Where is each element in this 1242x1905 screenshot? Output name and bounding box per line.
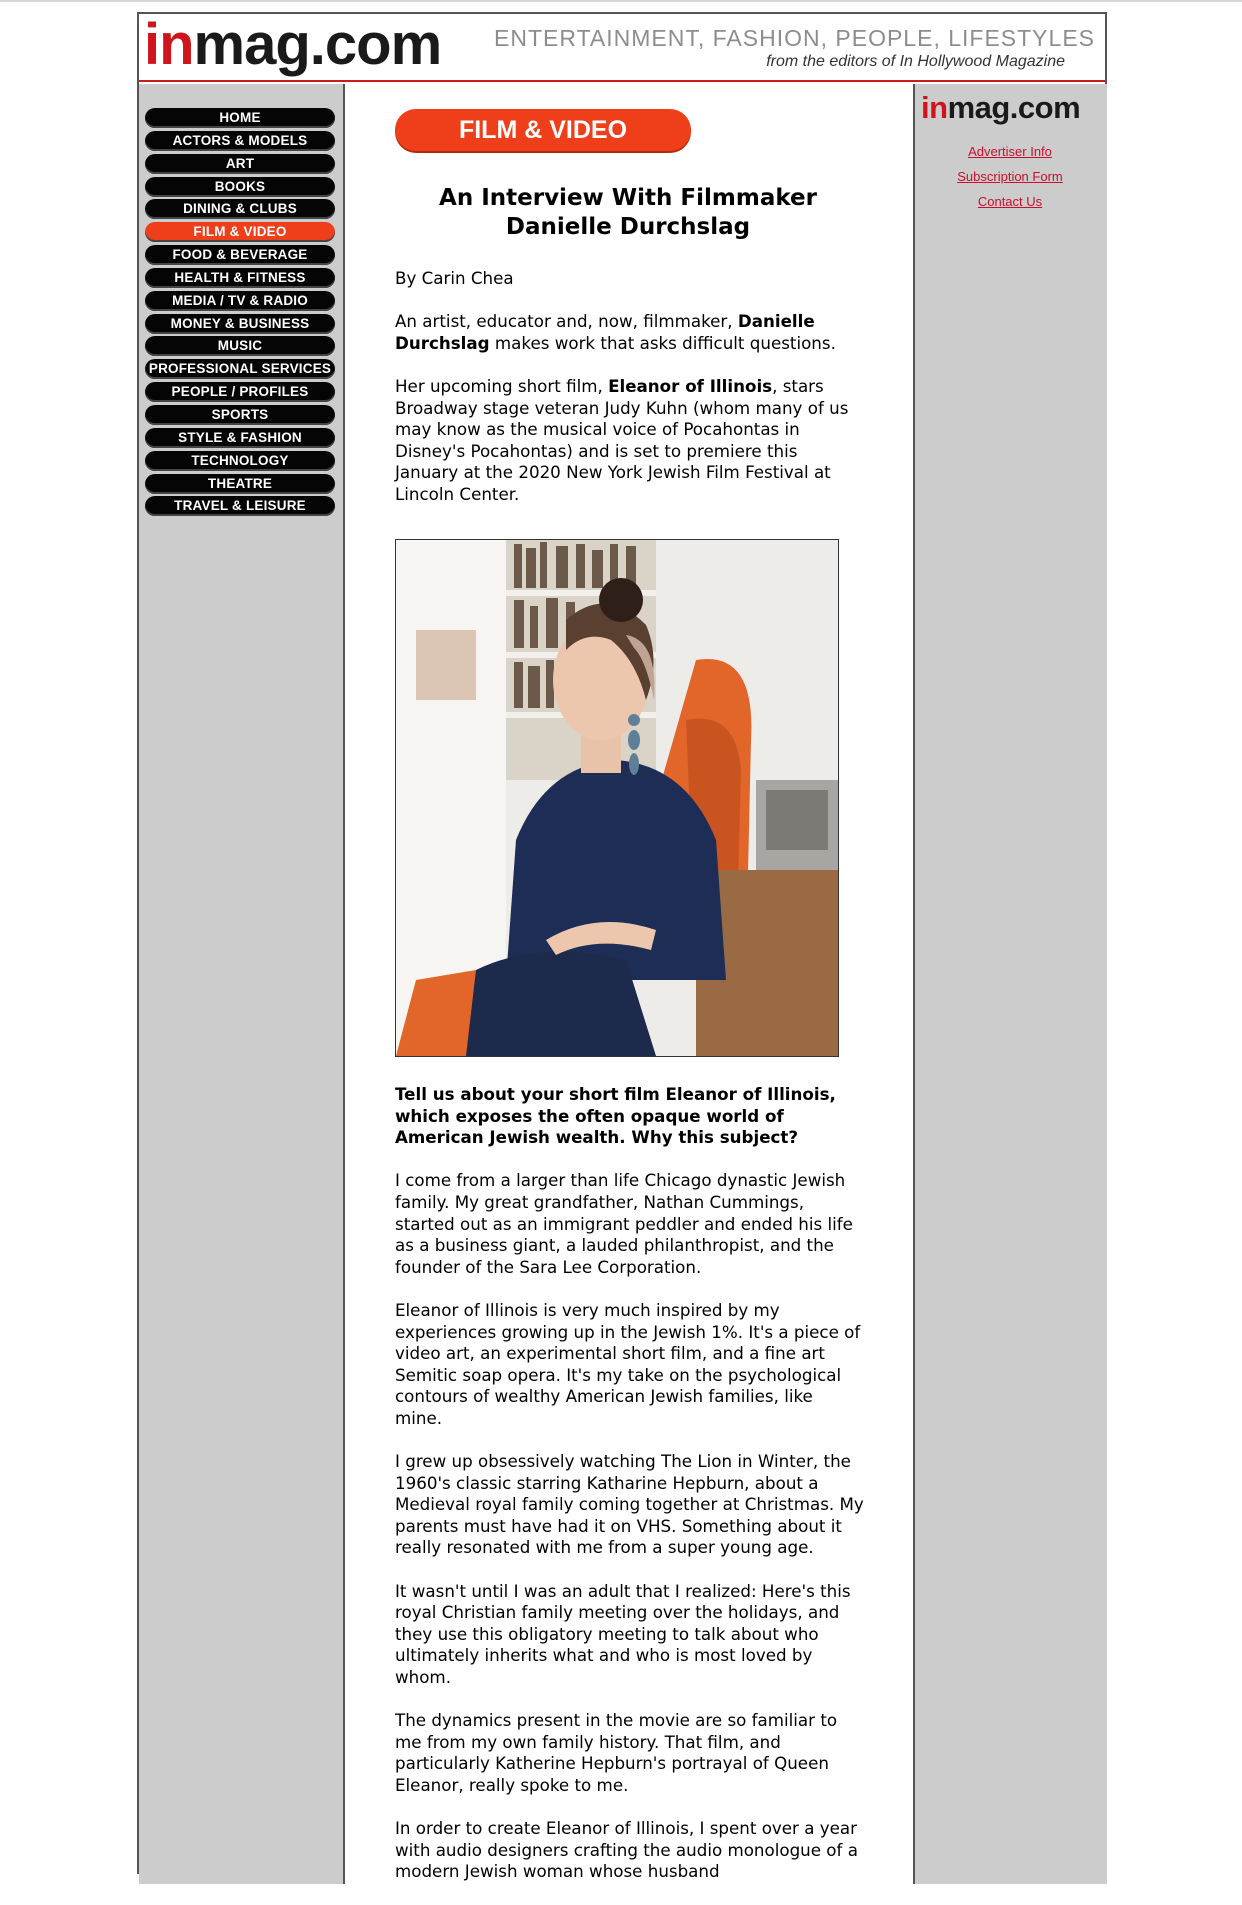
nav-item-style-fashion[interactable]: STYLE & FASHION <box>145 428 335 448</box>
nav-item-professional-services[interactable]: PROFESSIONAL SERVICES <box>145 359 335 379</box>
intro-name: Danielle Durchslag <box>395 311 815 353</box>
nav-item-actors-models[interactable]: ACTORS & MODELS <box>145 131 335 151</box>
film-title: Eleanor of Illinois <box>608 375 773 396</box>
answer-paragraph: In order to create Eleanor of Illinois, I spent over a year with audio designers crafting the audio monologue of a modern Jewish woman whose husband <box>395 1818 858 1882</box>
nav-item-film-video[interactable]: FILM & VIDEO <box>145 222 335 242</box>
article-body <box>395 1084 865 1905</box>
article-title <box>395 184 861 242</box>
site-header <box>139 14 1105 82</box>
answer-paragraph: I come from a larger than life Chicago dynastic Jewish family. My great grandfather, Nathan Cummings, started out as an immigrant peddler and ended his life as a business giant, a lauded philanthropist, and the founder of the Sara Lee Corporation. <box>395 1170 853 1277</box>
nav-item-people-profiles[interactable]: PEOPLE / PROFILES <box>145 382 335 402</box>
top-border <box>0 0 1242 2</box>
page-frame <box>137 12 1107 1882</box>
nav-item-dining-clubs[interactable]: DINING & CLUBS <box>145 199 335 219</box>
answers <box>395 1170 865 1883</box>
answer-paragraph: Eleanor of Illinois is very much inspired by my experiences growing up in the Jewish 1%. It's a piece of video art, an experimental short film, and a fine art Semitic soap opera. It's my take on the psychological contours of wealthy American Jewish families, like mine. <box>395 1299 861 1428</box>
intro-text-2: makes work that asks difficult questions. <box>489 332 836 353</box>
nav-item-art[interactable]: ART <box>145 154 335 174</box>
nav-item-travel-leisure[interactable]: TRAVEL & LEISURE <box>145 496 335 516</box>
logo-rest: mag.com <box>193 12 442 77</box>
film-text-1: Her upcoming short film, <box>395 375 609 396</box>
right-sidebar <box>913 84 1107 1884</box>
sidebar-logo[interactable] <box>921 88 1080 128</box>
section-badge: FILM & VIDEO <box>395 109 691 151</box>
nav-item-music[interactable]: MUSIC <box>145 336 335 356</box>
answer-paragraph: It wasn't until I was an adult that I realized: Here's this royal Christian family meeting over the holidays, and they use this obligatory meeting to talk about who ultimately inherits what and who is most loved by whom. <box>395 1580 851 1688</box>
sidebar-links <box>915 139 1105 214</box>
tagline: ENTERTAINMENT, FASHION, PEOPLE, LIFESTYLES <box>494 25 1095 51</box>
sidebar-logo-in: in <box>921 90 948 125</box>
nav-item-theatre[interactable]: THEATRE <box>145 474 335 494</box>
intro-text-1: An artist, educator and, now, filmmaker, <box>395 311 738 332</box>
nav-item-books[interactable]: BOOKS <box>145 177 335 197</box>
nav-item-technology[interactable]: TECHNOLOGY <box>145 451 335 471</box>
left-sidebar <box>139 84 345 1884</box>
film-text-2: , stars Broadway stage veteran Judy Kuhn (whom many of us may know as the musical voice of Pocahontas in Disney's Pocahontas) and is set to premiere this January at the 2020 New York Jewish Film Festival at Lincoln Center. <box>395 375 849 504</box>
answer-paragraph: The dynamics present in the movie are so familiar to me from my own family history. That film, and particularly Katherine Hepburn's portrayal of Queen Eleanor, really spoke to me. <box>395 1710 838 1795</box>
portrait-photo <box>395 539 839 1057</box>
article-title-line2: Danielle Durchslag <box>505 214 751 240</box>
nav-item-media-tv-radio[interactable]: MEDIA / TV & RADIO <box>145 291 335 311</box>
site-logo[interactable] <box>144 10 441 80</box>
article-title-line1: An Interview With Filmmaker <box>439 185 817 211</box>
tagline-block <box>494 24 1095 72</box>
main-nav <box>145 108 335 519</box>
intro-paragraph <box>395 311 865 354</box>
interview-question: Tell us about your short film Eleanor of Illinois, which exposes the often opaque world of American Jewish wealth. Why this subject? <box>395 1084 836 1148</box>
portrait-illustration <box>396 540 838 1056</box>
film-paragraph <box>395 376 865 506</box>
sidebar-link-subscription-form[interactable]: Subscription Form <box>957 169 1063 184</box>
subtagline: from the editors of In Hollywood Magazine <box>766 53 1065 70</box>
article-intro <box>395 268 865 527</box>
nav-item-sports[interactable]: SPORTS <box>145 405 335 425</box>
nav-item-money-business[interactable]: MONEY & BUSINESS <box>145 314 335 334</box>
sidebar-link-contact-us[interactable]: Contact Us <box>977 194 1043 209</box>
answer-paragraph: I grew up obsessively watching The Lion in Winter, the 1960's classic starring Katharine Hepburn, about a Medieval royal family coming together at Christmas. My parents must have had it on VHS. Something about it really resonated with me from a super young age. <box>395 1451 864 1558</box>
nav-item-health-fitness[interactable]: HEALTH & FITNESS <box>145 268 335 288</box>
nav-item-food-beverage[interactable]: FOOD & BEVERAGE <box>145 245 335 265</box>
sidebar-logo-rest: mag.com <box>947 90 1081 125</box>
logo-in: in <box>144 12 194 77</box>
sidebar-link-advertiser-info[interactable]: Advertiser Info <box>968 144 1052 159</box>
nav-item-home[interactable]: HOME <box>145 108 335 128</box>
byline: By Carin Chea <box>395 268 514 288</box>
